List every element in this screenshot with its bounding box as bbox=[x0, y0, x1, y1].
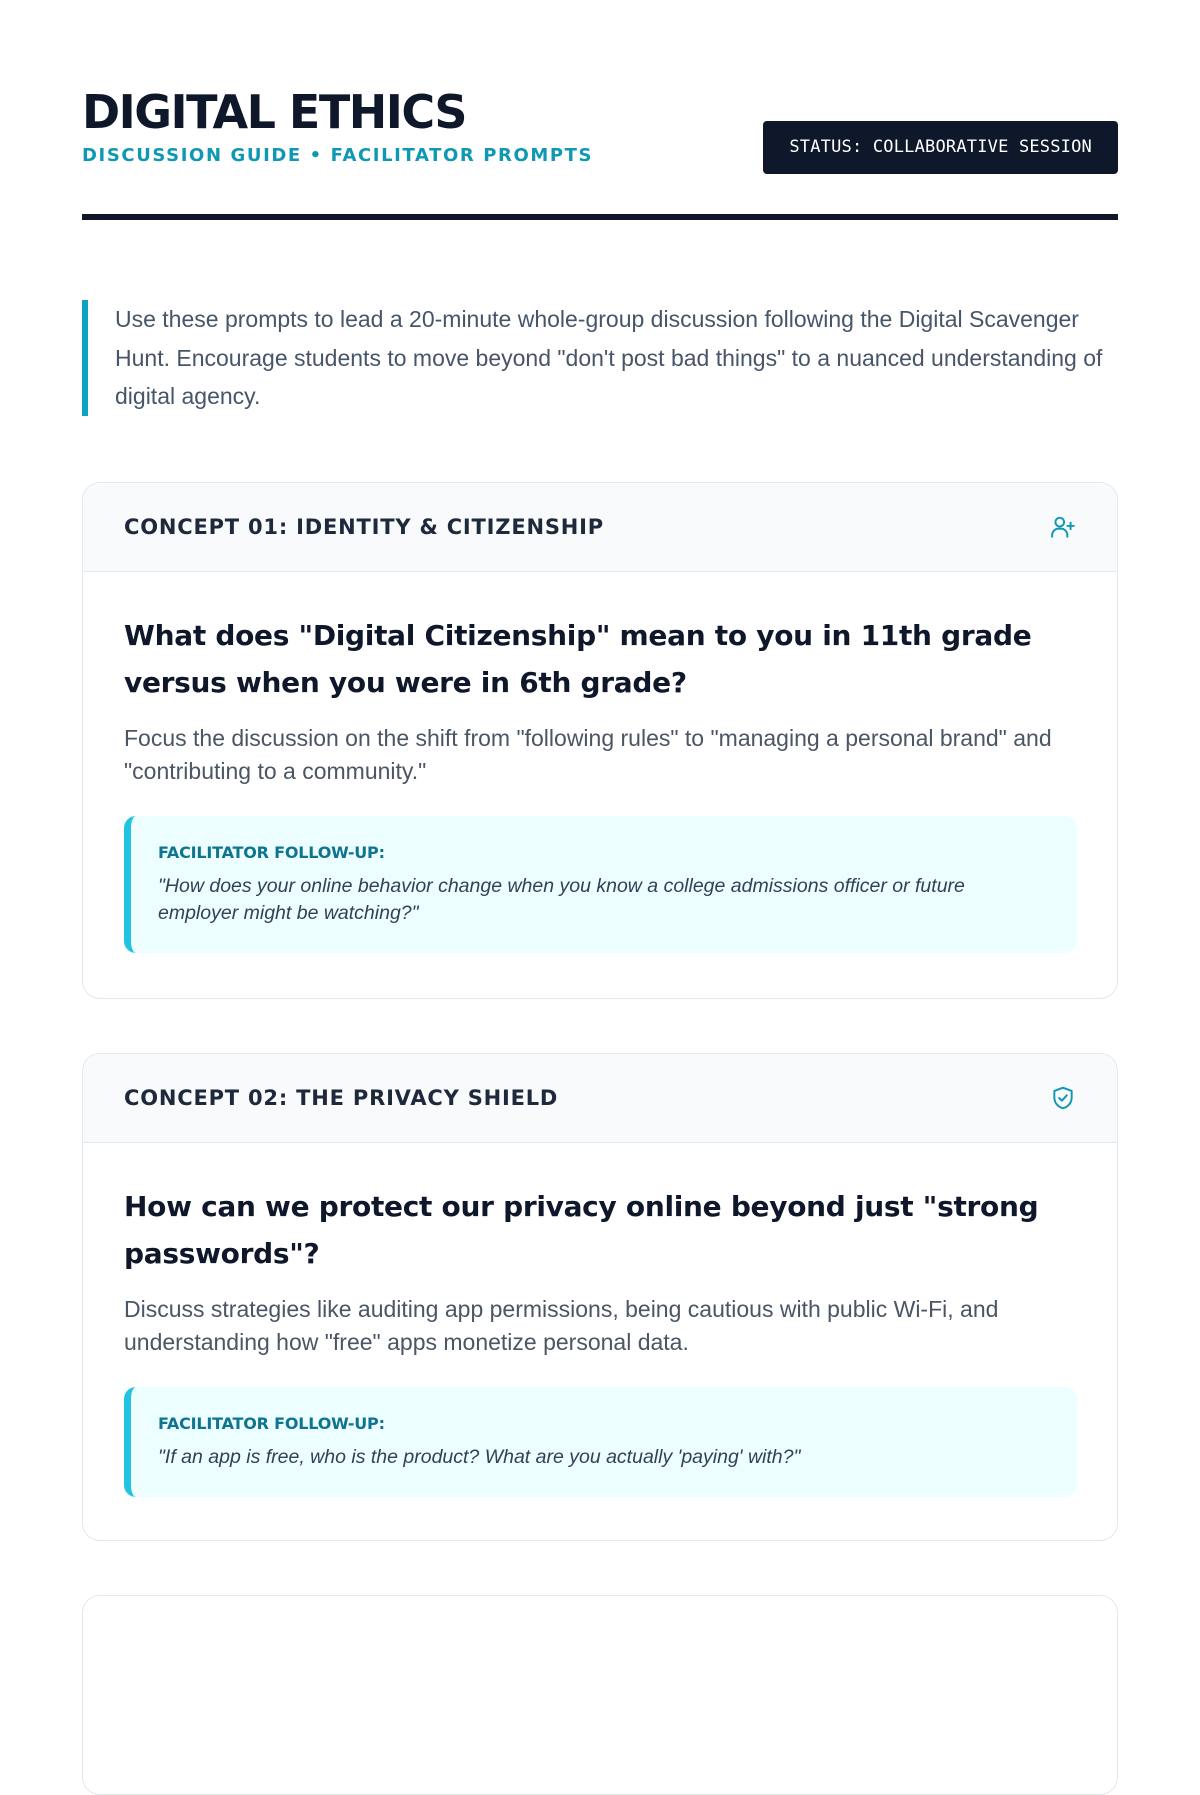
status-badge: STATUS: COLLABORATIVE SESSION bbox=[763, 121, 1118, 174]
concept-question: What does "Digital Citizenship" mean to you in 11th grade versus when you were in 6th grade? bbox=[124, 619, 1032, 699]
concept-card-next bbox=[82, 1595, 1118, 1795]
followup-label: FACILITATOR FOLLOW-UP: bbox=[158, 843, 385, 862]
facilitator-followup bbox=[124, 816, 1077, 953]
concept-guidance: Focus the discussion on the shift from "following rules" to "managing a personal brand" and "contributing to a community." bbox=[124, 725, 1052, 784]
concept-guidance: Discuss strategies like auditing app permissions, being cautious with public Wi-Fi, and understanding how "free" apps monetize personal data. bbox=[124, 1296, 999, 1355]
followup-label: FACILITATOR FOLLOW-UP: bbox=[158, 1414, 385, 1433]
concept-card-body bbox=[83, 1143, 1117, 1537]
page-header bbox=[82, 0, 1118, 214]
concept-title: CONCEPT 01: IDENTITY & CITIZENSHIP bbox=[124, 515, 604, 539]
facilitator-followup bbox=[124, 1387, 1077, 1497]
concept-card-header bbox=[83, 1054, 1117, 1143]
concept-title: CONCEPT 02: THE PRIVACY SHIELD bbox=[124, 1086, 559, 1110]
concept-card-privacy bbox=[82, 1053, 1118, 1541]
intro-callout bbox=[82, 300, 1118, 416]
header-divider bbox=[82, 214, 1118, 220]
followup-text: "How does your online behavior change when you know a college admissions officer or future employer might be watching?" bbox=[158, 875, 965, 924]
concept-card-identity bbox=[82, 482, 1118, 999]
page-title: DIGITAL ETHICS bbox=[82, 85, 467, 139]
user-plus-icon bbox=[1049, 513, 1077, 541]
concept-card-header bbox=[83, 483, 1117, 572]
concept-card-body bbox=[83, 572, 1117, 993]
followup-text: "If an app is free, who is the product? What are you actually 'paying' with?" bbox=[158, 1446, 801, 1468]
intro-text: Use these prompts to lead a 20-minute whole-group discussion following the Digital Scavenger Hunt. Encourage students to move beyond "don't post bad things" to a nuanced understanding of digital agency. bbox=[115, 306, 1103, 409]
concept-question: How can we protect our privacy online beyond just "strong passwords"? bbox=[124, 1190, 1039, 1270]
shield-check-icon bbox=[1049, 1084, 1077, 1112]
page-subtitle: DISCUSSION GUIDE • FACILITATOR PROMPTS bbox=[82, 145, 594, 166]
